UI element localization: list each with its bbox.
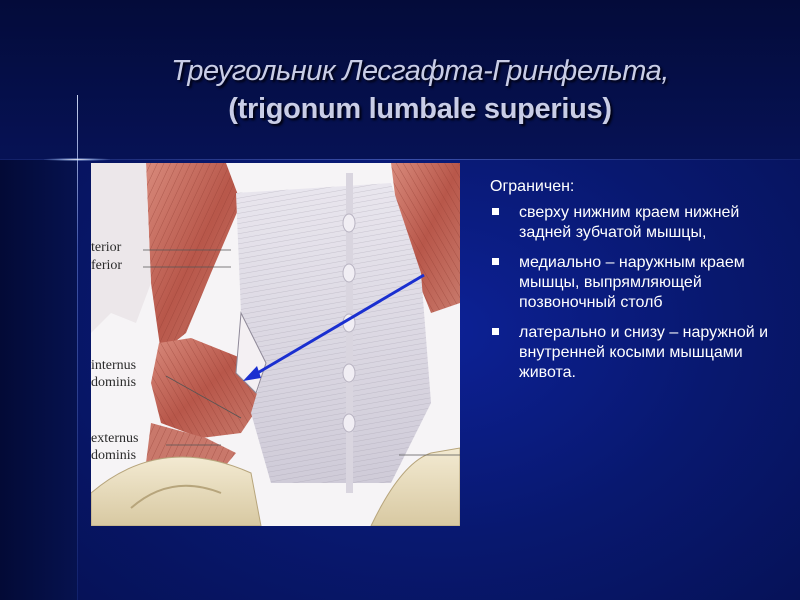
- figure-label-5: externus: [91, 431, 139, 446]
- content-heading: Ограничен:: [490, 178, 575, 195]
- bullet-icon: [492, 208, 499, 215]
- left-band: [0, 160, 78, 600]
- bullet-text: медиально – наружным краем мышцы, выпрямляющей позвоночный столб: [519, 254, 745, 311]
- slide-title: [100, 52, 740, 128]
- list-item: [490, 203, 780, 243]
- bullet-text: латерально и снизу – наружной и внутренней косыми мышцами живота.: [519, 324, 769, 381]
- list-item: [490, 253, 780, 313]
- sparkle-decoration: [44, 158, 110, 161]
- title-russian: Треугольник Лесгафта-Гринфельта,: [171, 55, 669, 87]
- anatomy-illustration: [91, 163, 460, 526]
- bullet-text: сверху нижним краем нижней задней зубчатой мышцы,: [519, 204, 740, 241]
- figure-label-6: dominis: [91, 448, 137, 463]
- title-latin: (trigonum lumbale superius): [228, 93, 612, 125]
- figure-label-2: ferior: [91, 258, 123, 273]
- figure-label-1: terior: [91, 240, 122, 255]
- content-text: [490, 177, 780, 393]
- bullet-icon: [492, 328, 499, 335]
- horizontal-accent-line: [0, 159, 800, 160]
- figure-label-4: dominis: [91, 375, 137, 390]
- bullet-icon: [492, 258, 499, 265]
- anatomy-drawing: [91, 163, 460, 526]
- figure-label-3: internus: [91, 358, 137, 373]
- vertical-accent-line: [77, 95, 78, 600]
- list-item: [490, 323, 780, 383]
- bullet-list: [490, 203, 780, 383]
